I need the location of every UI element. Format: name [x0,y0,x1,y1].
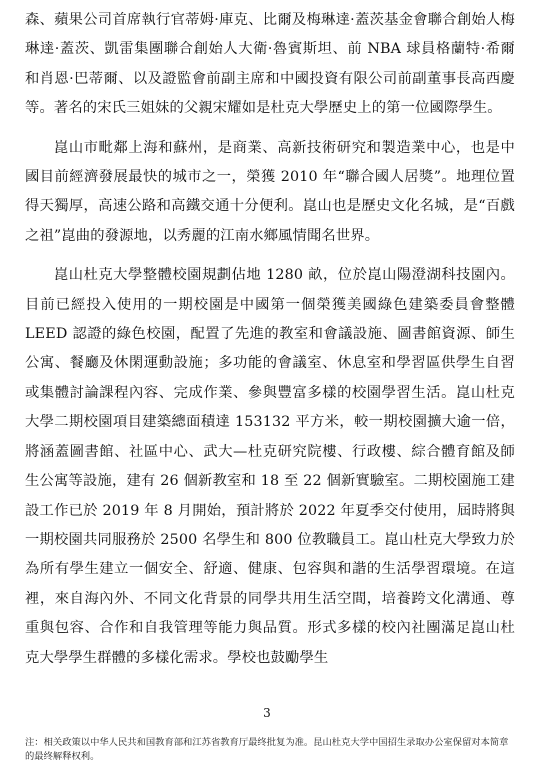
page-number: 3 [263,706,271,720]
paragraph-alumni: 森、蘋果公司首席執行官蒂姆·庫克、比爾及梅琳達·蓋茨基金會聯合創始人梅琳達·蓋茨、凱雷集團聯合創始人大衛·魯賓斯坦、前 NBA 球員格蘭特·希爾和肖恩·巴蒂爾、以及證監會前副主席和中國投資有限公司前副董事長高西慶等。著名的宋氏三姐妹的父親宋耀如是杜克大學歷史上的第一位國際學生。 [25,12,515,117]
paragraph-campus: 崑山杜克大學整體校園規劃佔地 1280 畝，位於崑山陽澄湖科技園內。目前已經投入使用的一期校園是中國第一個榮獲美國綠色建築委員會整體 LEED 認證的綠色校園，配置了先進的教室和會議設施、圖書館資源、師生公寓、餐廳及休閑運動設施；多功能的會議室、休息室和學習區供學生自習或集體討論課程內容、完成作業、參與豐富多樣的校園學習生活。崑山杜克大學二期校園項目建築總面積達 153132 平方米，較一期校園擴大逾一倍，將涵蓋圖書館、社區中心、武大—杜克研究院樓、行政樓、綜合體育館及師生公寓等設施，建有 26 個新教室和 18 至 22 個新實驗室。二期校園施工建設工作已於 2019 年 8 月開始，預計將於 2022 年夏季交付使用，屆時將與一期校園共同服務於 2500 名學生和 800 位教職員工。崑山杜克大學致力於為所有學生建立一個安全、舒適、健康、包容與和諧的生活學習環境。在這裡，來自海內外、不同文化背景的同學共用生活空間，培養跨文化溝通、尊重與包容、合作和自我管理等能力與品質。形式多樣的校內社團滿足崑山杜克大學學生群體的多樣化需求。學校也鼓勵學生 [25,267,515,666]
paragraph-kunshan-city: 崑山市毗鄰上海和蘇州，是商業、高新技術研究和製造業中心，也是中國目前經濟發展最快的城市之一，榮獲 2010 年“聯合國人居獎”。地理位置得天獨厚，高速公路和高鐵交通十分便利。崑山也是歷史文化名城，是“百戲之祖”崑曲的發源地，以秀麗的江南水鄉風情聞名世界。 [25,139,515,244]
body-text [25,6,515,683]
footnote: 注：相关政策以中华人民共和国教育部和江苏省教育厅最终批复为准。昆山杜克大学中国招生录取办公室保留对本简章的最终解释权利。 [25,737,509,762]
